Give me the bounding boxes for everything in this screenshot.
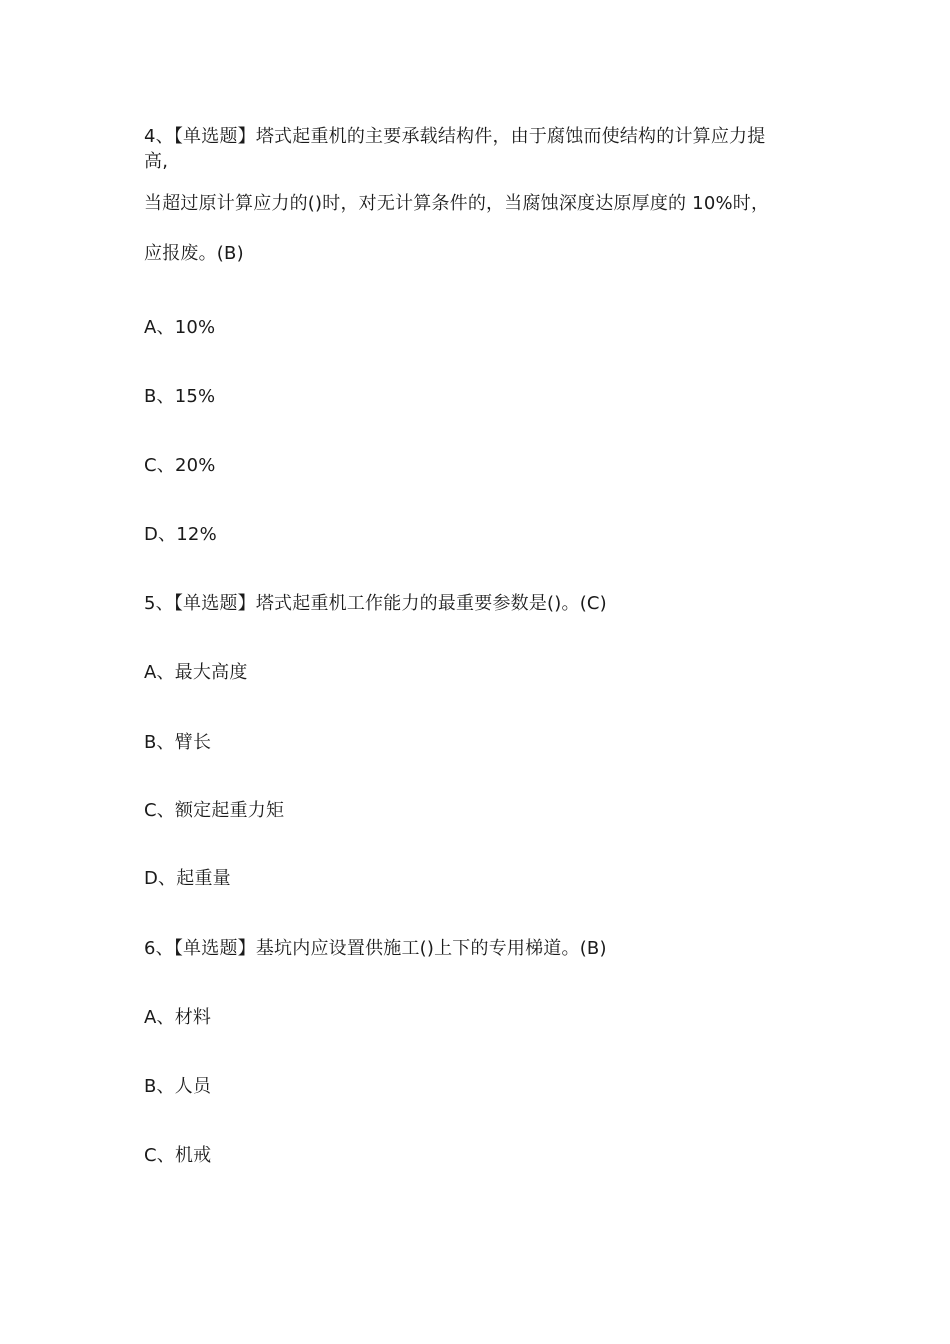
question-5-option-c: C、额定起重力矩 — [144, 800, 285, 821]
question-4-option-a: A、10% — [144, 317, 216, 338]
question-4-text-line-1: 4、【单选题】塔式起重机的主要承载结构件，由于腐蚀而使结构的计算应力提 — [144, 126, 766, 147]
question-4-option-b: B、15% — [144, 386, 216, 407]
question-6-option-a: A、材料 — [144, 1007, 212, 1028]
question-4-option-d: D、12% — [144, 524, 217, 545]
question-6-option-c: C、机戒 — [144, 1145, 212, 1166]
question-5-option-d: D、起重量 — [144, 868, 231, 889]
question-5-option-a: A、最大高度 — [144, 662, 248, 683]
question-5-option-b: B、臂长 — [144, 732, 212, 753]
question-4-text-line-4: 应报废。(B) — [144, 243, 244, 264]
question-4-text-line-3: 当超过原计算应力的()时，对无计算条件的，当腐蚀深度达原厚度的 10%时， — [144, 193, 770, 214]
question-6-text: 6、【单选题】基坑内应设置供施工()上下的专用梯道。(B) — [144, 938, 607, 959]
question-4-text-line-2: 高, — [144, 151, 169, 172]
question-6-option-b: B、人员 — [144, 1076, 212, 1097]
question-5-text: 5、【单选题】塔式起重机工作能力的最重要参数是()。(C) — [144, 593, 607, 614]
question-4-option-c: C、20% — [144, 455, 216, 476]
